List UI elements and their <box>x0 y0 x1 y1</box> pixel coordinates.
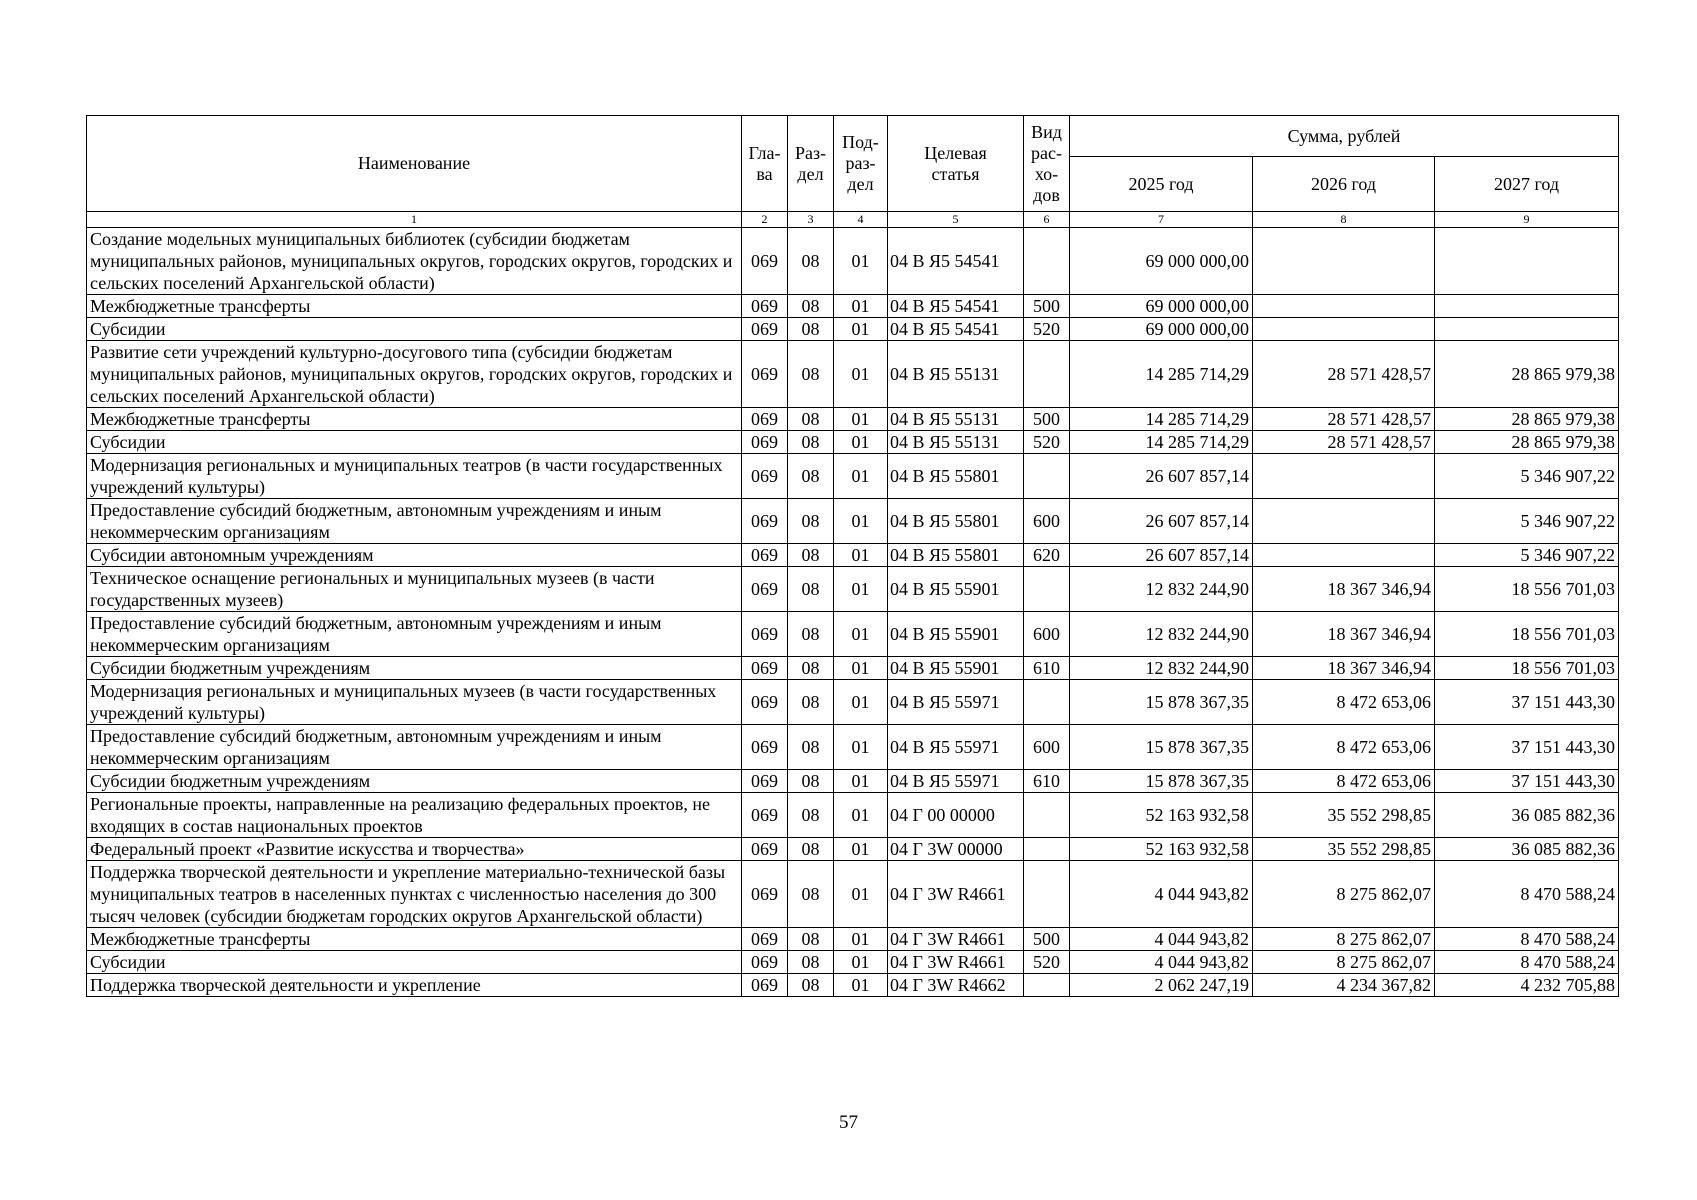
row-podrazdel: 01 <box>834 974 888 997</box>
row-amount-2026: 8 472 653,06 <box>1253 680 1435 725</box>
row-podrazdel: 01 <box>834 793 888 838</box>
row-podrazdel: 01 <box>834 318 888 341</box>
row-amount-2026 <box>1253 544 1435 567</box>
row-target-article: 04 В Я5 55971 <box>888 770 1024 793</box>
row-razdel: 08 <box>788 861 834 928</box>
row-name: Межбюджетные трансферты <box>87 295 742 318</box>
row-expense-type <box>1024 793 1070 838</box>
header-article: Целевая статья <box>888 116 1024 212</box>
row-expense-type: 500 <box>1024 295 1070 318</box>
row-razdel: 08 <box>788 341 834 408</box>
table-row <box>87 295 1619 318</box>
row-target-article: 04 Г 3W R4661 <box>888 861 1024 928</box>
table-row <box>87 544 1619 567</box>
row-target-article: 04 Г 00 00000 <box>888 793 1024 838</box>
column-numbers-row <box>87 212 1619 228</box>
row-glava: 069 <box>742 408 788 431</box>
row-expense-type: 600 <box>1024 725 1070 770</box>
table-row <box>87 228 1619 295</box>
row-glava: 069 <box>742 951 788 974</box>
row-razdel: 08 <box>788 544 834 567</box>
table-row <box>87 408 1619 431</box>
row-expense-type: 500 <box>1024 928 1070 951</box>
row-razdel: 08 <box>788 928 834 951</box>
row-amount-2025: 15 878 367,35 <box>1070 725 1253 770</box>
column-number: 3 <box>788 212 834 228</box>
row-amount-2026: 8 275 862,07 <box>1253 928 1435 951</box>
row-glava: 069 <box>742 680 788 725</box>
row-expense-type <box>1024 567 1070 612</box>
header-year-2027: 2027 год <box>1435 157 1619 212</box>
row-amount-2025: 15 878 367,35 <box>1070 680 1253 725</box>
row-amount-2026: 4 234 367,82 <box>1253 974 1435 997</box>
row-expense-type: 520 <box>1024 431 1070 454</box>
row-target-article: 04 В Я5 55801 <box>888 499 1024 544</box>
row-amount-2025: 69 000 000,00 <box>1070 228 1253 295</box>
row-razdel: 08 <box>788 974 834 997</box>
row-target-article: 04 В Я5 55131 <box>888 431 1024 454</box>
row-amount-2025: 26 607 857,14 <box>1070 544 1253 567</box>
header-razdel: Раз- дел <box>788 116 834 212</box>
row-glava: 069 <box>742 544 788 567</box>
row-podrazdel: 01 <box>834 544 888 567</box>
row-amount-2027: 18 556 701,03 <box>1435 657 1619 680</box>
row-razdel: 08 <box>788 838 834 861</box>
row-target-article: 04 В Я5 55901 <box>888 657 1024 680</box>
row-razdel: 08 <box>788 657 834 680</box>
row-target-article: 04 В Я5 55801 <box>888 544 1024 567</box>
row-amount-2025: 15 878 367,35 <box>1070 770 1253 793</box>
row-podrazdel: 01 <box>834 499 888 544</box>
row-target-article: 04 В Я5 54541 <box>888 228 1024 295</box>
row-glava: 069 <box>742 838 788 861</box>
row-amount-2027: 18 556 701,03 <box>1435 567 1619 612</box>
budget-table <box>86 115 1619 997</box>
row-amount-2026: 28 571 428,57 <box>1253 341 1435 408</box>
row-glava: 069 <box>742 770 788 793</box>
table-row <box>87 725 1619 770</box>
table-row <box>87 341 1619 408</box>
row-amount-2027 <box>1435 318 1619 341</box>
row-expense-type: 500 <box>1024 408 1070 431</box>
row-target-article: 04 В Я5 55901 <box>888 567 1024 612</box>
row-amount-2027: 5 346 907,22 <box>1435 454 1619 499</box>
row-amount-2025: 12 832 244,90 <box>1070 657 1253 680</box>
row-amount-2027: 8 470 588,24 <box>1435 951 1619 974</box>
row-podrazdel: 01 <box>834 454 888 499</box>
row-amount-2027: 37 151 443,30 <box>1435 725 1619 770</box>
row-expense-type <box>1024 454 1070 499</box>
row-amount-2027 <box>1435 295 1619 318</box>
row-amount-2025: 52 163 932,58 <box>1070 793 1253 838</box>
row-amount-2025: 14 285 714,29 <box>1070 341 1253 408</box>
table-row <box>87 974 1619 997</box>
row-glava: 069 <box>742 928 788 951</box>
row-glava: 069 <box>742 861 788 928</box>
row-expense-type: 610 <box>1024 657 1070 680</box>
row-amount-2025: 52 163 932,58 <box>1070 838 1253 861</box>
row-amount-2026 <box>1253 318 1435 341</box>
row-name: Предоставление субсидий бюджетным, автономным учреждениям и иным некоммерческим организациям <box>87 725 742 770</box>
row-amount-2026 <box>1253 295 1435 318</box>
row-amount-2027 <box>1435 228 1619 295</box>
table-row <box>87 431 1619 454</box>
row-target-article: 04 В Я5 55971 <box>888 725 1024 770</box>
row-glava: 069 <box>742 341 788 408</box>
row-target-article: 04 В Я5 54541 <box>888 318 1024 341</box>
row-amount-2027: 37 151 443,30 <box>1435 770 1619 793</box>
row-expense-type: 600 <box>1024 612 1070 657</box>
row-razdel: 08 <box>788 793 834 838</box>
row-podrazdel: 01 <box>834 228 888 295</box>
row-amount-2026 <box>1253 228 1435 295</box>
row-name: Создание модельных муниципальных библиотек (субсидии бюджетам муниципальных районов, муниципальных округов, городских округов, городских и сельских поселений Архангельской области) <box>87 228 742 295</box>
table-row <box>87 951 1619 974</box>
row-razdel: 08 <box>788 499 834 544</box>
row-target-article: 04 В Я5 55131 <box>888 341 1024 408</box>
row-podrazdel: 01 <box>834 680 888 725</box>
row-name: Техническое оснащение региональных и муниципальных музеев (в части государственных музеев) <box>87 567 742 612</box>
row-podrazdel: 01 <box>834 567 888 612</box>
row-amount-2027: 8 470 588,24 <box>1435 928 1619 951</box>
column-number: 6 <box>1024 212 1070 228</box>
row-podrazdel: 01 <box>834 725 888 770</box>
row-amount-2026: 8 472 653,06 <box>1253 725 1435 770</box>
row-glava: 069 <box>742 657 788 680</box>
row-glava: 069 <box>742 318 788 341</box>
row-expense-type: 600 <box>1024 499 1070 544</box>
row-name: Федеральный проект «Развитие искусства и творчества» <box>87 838 742 861</box>
row-glava: 069 <box>742 431 788 454</box>
row-amount-2025: 69 000 000,00 <box>1070 295 1253 318</box>
row-podrazdel: 01 <box>834 951 888 974</box>
column-number: 1 <box>87 212 742 228</box>
row-amount-2025: 14 285 714,29 <box>1070 431 1253 454</box>
table-row <box>87 928 1619 951</box>
row-razdel: 08 <box>788 725 834 770</box>
row-target-article: 04 В Я5 54541 <box>888 295 1024 318</box>
row-podrazdel: 01 <box>834 341 888 408</box>
row-expense-type: 520 <box>1024 951 1070 974</box>
row-podrazdel: 01 <box>834 770 888 793</box>
row-amount-2027: 28 865 979,38 <box>1435 408 1619 431</box>
row-name: Развитие сети учреждений культурно-досугового типа (субсидии бюджетам муниципальных районов, муниципальных округов, городских округов, городских и сельских поселений Архангельской области) <box>87 341 742 408</box>
row-expense-type <box>1024 341 1070 408</box>
row-name: Предоставление субсидий бюджетным, автономным учреждениям и иным некоммерческим организациям <box>87 499 742 544</box>
row-amount-2025: 4 044 943,82 <box>1070 861 1253 928</box>
row-razdel: 08 <box>788 680 834 725</box>
row-name: Межбюджетные трансферты <box>87 408 742 431</box>
row-amount-2026: 35 552 298,85 <box>1253 838 1435 861</box>
row-amount-2027: 5 346 907,22 <box>1435 544 1619 567</box>
row-expense-type: 520 <box>1024 318 1070 341</box>
row-amount-2026: 8 275 862,07 <box>1253 861 1435 928</box>
header-sum: Сумма, рублей <box>1070 116 1619 157</box>
row-amount-2025: 12 832 244,90 <box>1070 567 1253 612</box>
row-amount-2027: 36 085 882,36 <box>1435 793 1619 838</box>
row-name: Межбюджетные трансферты <box>87 928 742 951</box>
row-name: Субсидии бюджетным учреждениям <box>87 770 742 793</box>
table-row <box>87 567 1619 612</box>
header-year-2025: 2025 год <box>1070 157 1253 212</box>
row-razdel: 08 <box>788 228 834 295</box>
row-name: Модернизация региональных и муниципальных музеев (в части государственных учреждений культуры) <box>87 680 742 725</box>
row-amount-2026: 18 367 346,94 <box>1253 567 1435 612</box>
row-expense-type <box>1024 861 1070 928</box>
row-amount-2026 <box>1253 454 1435 499</box>
row-expense-type <box>1024 228 1070 295</box>
row-expense-type: 620 <box>1024 544 1070 567</box>
header-name: Наименование <box>87 116 742 212</box>
row-glava: 069 <box>742 295 788 318</box>
row-razdel: 08 <box>788 454 834 499</box>
row-podrazdel: 01 <box>834 928 888 951</box>
row-expense-type: 610 <box>1024 770 1070 793</box>
row-amount-2027: 28 865 979,38 <box>1435 431 1619 454</box>
row-razdel: 08 <box>788 295 834 318</box>
row-amount-2026: 18 367 346,94 <box>1253 657 1435 680</box>
row-expense-type <box>1024 680 1070 725</box>
row-amount-2026: 35 552 298,85 <box>1253 793 1435 838</box>
table-row <box>87 657 1619 680</box>
table-row <box>87 861 1619 928</box>
row-name: Региональные проекты, направленные на реализацию федеральных проектов, не входящих в состав национальных проектов <box>87 793 742 838</box>
table-row <box>87 318 1619 341</box>
row-glava: 069 <box>742 612 788 657</box>
table-body <box>87 212 1619 997</box>
table-row <box>87 838 1619 861</box>
table-row <box>87 793 1619 838</box>
row-target-article: 04 В Я5 55801 <box>888 454 1024 499</box>
row-amount-2027: 36 085 882,36 <box>1435 838 1619 861</box>
row-name: Субсидии <box>87 431 742 454</box>
row-amount-2026 <box>1253 499 1435 544</box>
column-number: 2 <box>742 212 788 228</box>
table-row <box>87 499 1619 544</box>
row-amount-2025: 4 044 943,82 <box>1070 928 1253 951</box>
row-expense-type <box>1024 838 1070 861</box>
row-glava: 069 <box>742 499 788 544</box>
row-podrazdel: 01 <box>834 657 888 680</box>
row-razdel: 08 <box>788 770 834 793</box>
row-glava: 069 <box>742 454 788 499</box>
table-row <box>87 680 1619 725</box>
row-podrazdel: 01 <box>834 408 888 431</box>
row-name: Модернизация региональных и муниципальных театров (в части государственных учреждений культуры) <box>87 454 742 499</box>
row-podrazdel: 01 <box>834 431 888 454</box>
row-glava: 069 <box>742 228 788 295</box>
header-year-2026: 2026 год <box>1253 157 1435 212</box>
row-name: Предоставление субсидий бюджетным, автономным учреждениям и иным некоммерческим организациям <box>87 612 742 657</box>
row-target-article: 04 В Я5 55131 <box>888 408 1024 431</box>
row-name: Субсидии <box>87 951 742 974</box>
row-amount-2025: 12 832 244,90 <box>1070 612 1253 657</box>
row-razdel: 08 <box>788 408 834 431</box>
row-podrazdel: 01 <box>834 295 888 318</box>
row-amount-2025: 26 607 857,14 <box>1070 499 1253 544</box>
table-row <box>87 612 1619 657</box>
row-amount-2025: 4 044 943,82 <box>1070 951 1253 974</box>
table-row <box>87 770 1619 793</box>
row-amount-2027: 4 232 705,88 <box>1435 974 1619 997</box>
header-podrazdel: Под- раз- дел <box>834 116 888 212</box>
row-razdel: 08 <box>788 431 834 454</box>
column-number: 5 <box>888 212 1024 228</box>
row-amount-2027: 37 151 443,30 <box>1435 680 1619 725</box>
column-number: 4 <box>834 212 888 228</box>
row-amount-2026: 28 571 428,57 <box>1253 408 1435 431</box>
row-name: Субсидии бюджетным учреждениям <box>87 657 742 680</box>
row-target-article: 04 Г 3W R4661 <box>888 928 1024 951</box>
header-vid: Вид рас- хо- дов <box>1024 116 1070 212</box>
row-name: Субсидии <box>87 318 742 341</box>
row-podrazdel: 01 <box>834 612 888 657</box>
row-razdel: 08 <box>788 612 834 657</box>
row-name: Поддержка творческой деятельности и укрепление <box>87 974 742 997</box>
row-target-article: 04 В Я5 55901 <box>888 612 1024 657</box>
row-amount-2025: 2 062 247,19 <box>1070 974 1253 997</box>
row-expense-type <box>1024 974 1070 997</box>
row-target-article: 04 Г 3W R4662 <box>888 974 1024 997</box>
row-razdel: 08 <box>788 567 834 612</box>
row-amount-2025: 69 000 000,00 <box>1070 318 1253 341</box>
row-amount-2027: 5 346 907,22 <box>1435 499 1619 544</box>
row-name: Поддержка творческой деятельности и укрепление материально-технической базы муниципальных театров в населенных пунктах с численностью населения до 300 тысяч человек (субсидии бюджетам городских округов Архангельской области) <box>87 861 742 928</box>
row-amount-2027: 8 470 588,24 <box>1435 861 1619 928</box>
row-podrazdel: 01 <box>834 838 888 861</box>
row-target-article: 04 Г 3W 00000 <box>888 838 1024 861</box>
row-glava: 069 <box>742 793 788 838</box>
row-target-article: 04 Г 3W R4661 <box>888 951 1024 974</box>
row-amount-2025: 14 285 714,29 <box>1070 408 1253 431</box>
row-podrazdel: 01 <box>834 861 888 928</box>
row-glava: 069 <box>742 567 788 612</box>
row-amount-2027: 28 865 979,38 <box>1435 341 1619 408</box>
row-amount-2026: 18 367 346,94 <box>1253 612 1435 657</box>
column-number: 9 <box>1435 212 1619 228</box>
row-amount-2026: 28 571 428,57 <box>1253 431 1435 454</box>
row-amount-2025: 26 607 857,14 <box>1070 454 1253 499</box>
row-amount-2026: 8 472 653,06 <box>1253 770 1435 793</box>
row-name: Субсидии автономным учреждениям <box>87 544 742 567</box>
row-glava: 069 <box>742 974 788 997</box>
page-number: 57 <box>839 1112 858 1133</box>
row-amount-2027: 18 556 701,03 <box>1435 612 1619 657</box>
row-glava: 069 <box>742 725 788 770</box>
row-amount-2026: 8 275 862,07 <box>1253 951 1435 974</box>
row-razdel: 08 <box>788 951 834 974</box>
column-number: 8 <box>1253 212 1435 228</box>
table-row <box>87 454 1619 499</box>
header-glava: Гла- ва <box>742 116 788 212</box>
row-target-article: 04 В Я5 55971 <box>888 680 1024 725</box>
column-number: 7 <box>1070 212 1253 228</box>
row-razdel: 08 <box>788 318 834 341</box>
